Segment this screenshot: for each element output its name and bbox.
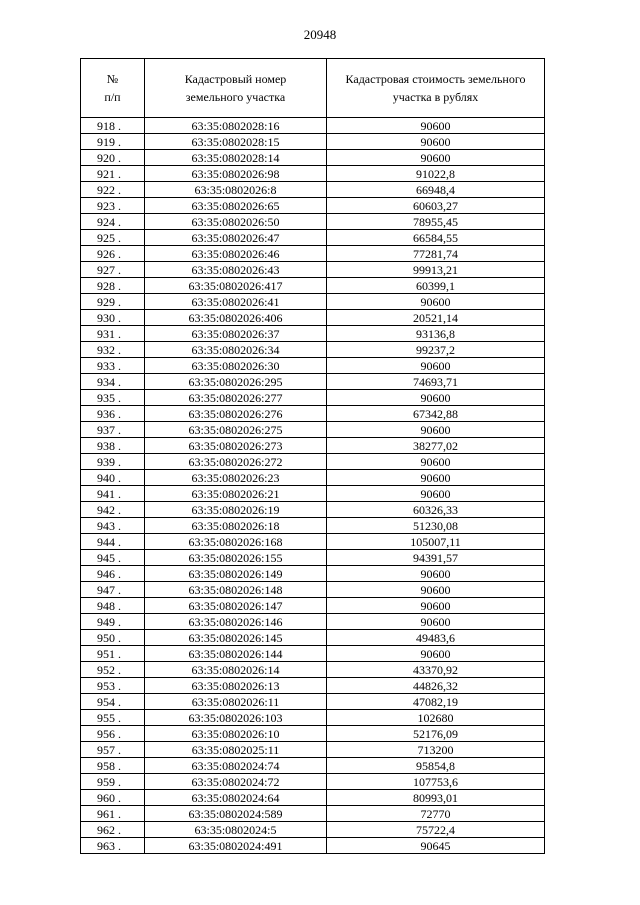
- table-row: [81, 806, 545, 822]
- cell-row-number: 935 .: [81, 390, 145, 406]
- cell-cadastral-cost: 99237,2: [327, 342, 545, 358]
- cell-row-number: 958 .: [81, 758, 145, 774]
- table-row: [81, 166, 545, 182]
- table-row: [81, 662, 545, 678]
- cell-cadastral-number: 63:35:0802026:272: [145, 454, 327, 470]
- table-header-row: [81, 59, 545, 118]
- cell-cadastral-cost: 20521,14: [327, 310, 545, 326]
- cell-cadastral-number: 63:35:0802026:149: [145, 566, 327, 582]
- table-row: [81, 246, 545, 262]
- cell-cadastral-number: 63:35:0802026:417: [145, 278, 327, 294]
- cell-cadastral-number: 63:35:0802026:148: [145, 582, 327, 598]
- table-row: [81, 342, 545, 358]
- table-row: [81, 182, 545, 198]
- cell-cadastral-number: 63:35:0802026:295: [145, 374, 327, 390]
- cell-cadastral-number: 63:35:0802026:30: [145, 358, 327, 374]
- cell-row-number: 925 .: [81, 230, 145, 246]
- table-row: [81, 198, 545, 214]
- table-row: [81, 150, 545, 166]
- table-row: [81, 214, 545, 230]
- cell-cadastral-number: 63:35:0802026:14: [145, 662, 327, 678]
- cell-cadastral-number: 63:35:0802026:11: [145, 694, 327, 710]
- cell-row-number: 959 .: [81, 774, 145, 790]
- table-row: [81, 614, 545, 630]
- table-row: [81, 726, 545, 742]
- cell-cadastral-cost: 90600: [327, 358, 545, 374]
- table-row: [81, 278, 545, 294]
- cell-cadastral-cost: 91022,8: [327, 166, 545, 182]
- cell-row-number: 956 .: [81, 726, 145, 742]
- cell-row-number: 926 .: [81, 246, 145, 262]
- cell-cadastral-cost: 90600: [327, 614, 545, 630]
- cell-cadastral-number: 63:35:0802026:145: [145, 630, 327, 646]
- cell-cadastral-number: 63:35:0802026:406: [145, 310, 327, 326]
- table-row: [81, 230, 545, 246]
- cell-cadastral-cost: 67342,88: [327, 406, 545, 422]
- cell-cadastral-number: 63:35:0802024:5: [145, 822, 327, 838]
- cell-row-number: 934 .: [81, 374, 145, 390]
- cell-row-number: 951 .: [81, 646, 145, 662]
- table-row: [81, 326, 545, 342]
- table-row: [81, 422, 545, 438]
- cell-cadastral-cost: 90600: [327, 598, 545, 614]
- cell-cadastral-cost: 77281,74: [327, 246, 545, 262]
- cell-cadastral-cost: 38277,02: [327, 438, 545, 454]
- cell-cadastral-number: 63:35:0802026:21: [145, 486, 327, 502]
- cell-cadastral-cost: 99913,21: [327, 262, 545, 278]
- cell-row-number: 961 .: [81, 806, 145, 822]
- cell-row-number: 924 .: [81, 214, 145, 230]
- table-row: [81, 502, 545, 518]
- cell-cadastral-cost: 47082,19: [327, 694, 545, 710]
- table-row: [81, 822, 545, 838]
- cell-row-number: 950 .: [81, 630, 145, 646]
- cell-cadastral-cost: 90600: [327, 566, 545, 582]
- table-row: [81, 374, 545, 390]
- header-cadastral-number: [145, 59, 327, 118]
- cell-cadastral-cost: 713200: [327, 742, 545, 758]
- cell-row-number: 927 .: [81, 262, 145, 278]
- cell-cadastral-cost: 94391,57: [327, 550, 545, 566]
- table-row: [81, 774, 545, 790]
- cell-cadastral-number: 63:35:0802026:103: [145, 710, 327, 726]
- cell-row-number: 941 .: [81, 486, 145, 502]
- cell-cadastral-number: 63:35:0802026:155: [145, 550, 327, 566]
- page-number: 20948: [303, 27, 337, 42]
- table-row: [81, 710, 545, 726]
- cell-cadastral-number: 63:35:0802028:16: [145, 118, 327, 134]
- header-cadastral-cost-line2: участка в рублях: [392, 90, 479, 104]
- cell-cadastral-number: 63:35:0802026:10: [145, 726, 327, 742]
- cadastral-table: [80, 58, 545, 854]
- cell-cadastral-cost: 90600: [327, 294, 545, 310]
- cell-cadastral-cost: 80993,01: [327, 790, 545, 806]
- cell-cadastral-number: 63:35:0802024:589: [145, 806, 327, 822]
- table-row: [81, 582, 545, 598]
- table-row: [81, 134, 545, 150]
- cell-cadastral-cost: 49483,6: [327, 630, 545, 646]
- table-row: [81, 678, 545, 694]
- table-row: [81, 390, 545, 406]
- cell-cadastral-number: 63:35:0802026:276: [145, 406, 327, 422]
- cell-cadastral-number: 63:35:0802024:74: [145, 758, 327, 774]
- cell-cadastral-number: 63:35:0802026:18: [145, 518, 327, 534]
- table-row: [81, 262, 545, 278]
- cell-cadastral-cost: 90600: [327, 422, 545, 438]
- cell-cadastral-cost: 51230,08: [327, 518, 545, 534]
- cell-cadastral-number: 63:35:0802026:277: [145, 390, 327, 406]
- cell-cadastral-number: 63:35:0802026:144: [145, 646, 327, 662]
- header-cadastral-cost-line1: Кадастровая стоимость земельного: [345, 72, 526, 86]
- cell-row-number: 949 .: [81, 614, 145, 630]
- table-body: [81, 118, 545, 854]
- cell-cadastral-cost: 78955,45: [327, 214, 545, 230]
- cell-row-number: 922 .: [81, 182, 145, 198]
- cell-row-number: 955 .: [81, 710, 145, 726]
- cell-cadastral-number: 63:35:0802026:47: [145, 230, 327, 246]
- cell-cadastral-cost: 90600: [327, 486, 545, 502]
- header-row-number: [81, 59, 145, 118]
- cell-row-number: 948 .: [81, 598, 145, 614]
- cell-row-number: 960 .: [81, 790, 145, 806]
- cell-cadastral-number: 63:35:0802026:34: [145, 342, 327, 358]
- cell-cadastral-number: 63:35:0802028:15: [145, 134, 327, 150]
- cell-cadastral-number: 63:35:0802026:37: [145, 326, 327, 342]
- table-row: [81, 566, 545, 582]
- cell-row-number: 942 .: [81, 502, 145, 518]
- cell-cadastral-cost: 60603,27: [327, 198, 545, 214]
- table-row: [81, 518, 545, 534]
- cell-row-number: 954 .: [81, 694, 145, 710]
- cell-cadastral-cost: 60399,1: [327, 278, 545, 294]
- table-row: [81, 118, 545, 134]
- cell-row-number: 938 .: [81, 438, 145, 454]
- cell-row-number: 936 .: [81, 406, 145, 422]
- table-row: [81, 646, 545, 662]
- cell-row-number: 918 .: [81, 118, 145, 134]
- cell-row-number: 963 .: [81, 838, 145, 854]
- cell-row-number: 932 .: [81, 342, 145, 358]
- cell-cadastral-number: 63:35:0802026:98: [145, 166, 327, 182]
- header-cadastral-number-line2: земельного участка: [185, 90, 286, 104]
- cell-cadastral-cost: 107753,6: [327, 774, 545, 790]
- table-row: [81, 454, 545, 470]
- cell-cadastral-number: 63:35:0802028:14: [145, 150, 327, 166]
- table-row: [81, 550, 545, 566]
- cell-cadastral-number: 63:35:0802025:11: [145, 742, 327, 758]
- cell-row-number: 947 .: [81, 582, 145, 598]
- cell-cadastral-number: 63:35:0802024:72: [145, 774, 327, 790]
- cell-row-number: 923 .: [81, 198, 145, 214]
- cell-cadastral-number: 63:35:0802026:147: [145, 598, 327, 614]
- cell-cadastral-number: 63:35:0802026:13: [145, 678, 327, 694]
- cell-cadastral-number: 63:35:0802024:491: [145, 838, 327, 854]
- cell-row-number: 962 .: [81, 822, 145, 838]
- cell-cadastral-cost: 90600: [327, 150, 545, 166]
- cell-cadastral-cost: 90600: [327, 454, 545, 470]
- cell-cadastral-cost: 44826,32: [327, 678, 545, 694]
- cell-cadastral-cost: 66948,4: [327, 182, 545, 198]
- cell-cadastral-number: 63:35:0802026:168: [145, 534, 327, 550]
- table-row: [81, 406, 545, 422]
- header-row-number-line2: п/п: [104, 90, 121, 104]
- cell-row-number: 946 .: [81, 566, 145, 582]
- cell-cadastral-number: 63:35:0802026:8: [145, 182, 327, 198]
- cell-row-number: 931 .: [81, 326, 145, 342]
- cell-cadastral-number: 63:35:0802026:273: [145, 438, 327, 454]
- table-row: [81, 358, 545, 374]
- cell-cadastral-number: 63:35:0802026:23: [145, 470, 327, 486]
- table-row: [81, 758, 545, 774]
- cell-cadastral-cost: 90600: [327, 470, 545, 486]
- cell-cadastral-cost: 75722,4: [327, 822, 545, 838]
- cell-cadastral-cost: 52176,09: [327, 726, 545, 742]
- cell-cadastral-cost: 43370,92: [327, 662, 545, 678]
- cell-row-number: 957 .: [81, 742, 145, 758]
- cell-row-number: 930 .: [81, 310, 145, 326]
- cell-cadastral-cost: 93136,8: [327, 326, 545, 342]
- cell-cadastral-number: 63:35:0802026:43: [145, 262, 327, 278]
- cell-row-number: 919 .: [81, 134, 145, 150]
- cell-row-number: 945 .: [81, 550, 145, 566]
- cell-cadastral-cost: 74693,71: [327, 374, 545, 390]
- cell-row-number: 921 .: [81, 166, 145, 182]
- cell-row-number: 929 .: [81, 294, 145, 310]
- cell-cadastral-cost: 90600: [327, 646, 545, 662]
- cell-row-number: 937 .: [81, 422, 145, 438]
- cell-row-number: 952 .: [81, 662, 145, 678]
- table-row: [81, 470, 545, 486]
- table-row: [81, 694, 545, 710]
- cell-cadastral-number: 63:35:0802026:65: [145, 198, 327, 214]
- cell-cadastral-cost: 90600: [327, 134, 545, 150]
- table-row: [81, 486, 545, 502]
- cell-row-number: 943 .: [81, 518, 145, 534]
- cell-cadastral-cost: 95854,8: [327, 758, 545, 774]
- cell-cadastral-number: 63:35:0802026:275: [145, 422, 327, 438]
- cell-cadastral-cost: 72770: [327, 806, 545, 822]
- cell-row-number: 953 .: [81, 678, 145, 694]
- table-row: [81, 310, 545, 326]
- table-row: [81, 630, 545, 646]
- cell-row-number: 944 .: [81, 534, 145, 550]
- header-cadastral-number-line1: Кадастровый номер: [184, 72, 287, 86]
- table-row: [81, 742, 545, 758]
- table-row: [81, 438, 545, 454]
- cell-cadastral-cost: 90600: [327, 390, 545, 406]
- table-row: [81, 294, 545, 310]
- cell-cadastral-number: 63:35:0802026:46: [145, 246, 327, 262]
- cell-cadastral-cost: 102680: [327, 710, 545, 726]
- cell-cadastral-number: 63:35:0802026:146: [145, 614, 327, 630]
- cell-cadastral-cost: 105007,11: [327, 534, 545, 550]
- cell-row-number: 920 .: [81, 150, 145, 166]
- cell-cadastral-cost: 90645: [327, 838, 545, 854]
- cell-cadastral-number: 63:35:0802026:19: [145, 502, 327, 518]
- cell-cadastral-number: 63:35:0802026:50: [145, 214, 327, 230]
- cell-row-number: 933 .: [81, 358, 145, 374]
- table-row: [81, 598, 545, 614]
- cell-row-number: 928 .: [81, 278, 145, 294]
- header-cadastral-cost: [327, 59, 545, 118]
- cell-cadastral-number: 63:35:0802024:64: [145, 790, 327, 806]
- table-row: [81, 534, 545, 550]
- table-row: [81, 838, 545, 854]
- cell-cadastral-cost: 90600: [327, 118, 545, 134]
- cell-cadastral-number: 63:35:0802026:41: [145, 294, 327, 310]
- cell-cadastral-cost: 66584,55: [327, 230, 545, 246]
- cell-cadastral-cost: 90600: [327, 582, 545, 598]
- cell-row-number: 940 .: [81, 470, 145, 486]
- cell-cadastral-cost: 60326,33: [327, 502, 545, 518]
- table-row: [81, 790, 545, 806]
- cell-row-number: 939 .: [81, 454, 145, 470]
- header-row-number-line1: №: [106, 72, 119, 86]
